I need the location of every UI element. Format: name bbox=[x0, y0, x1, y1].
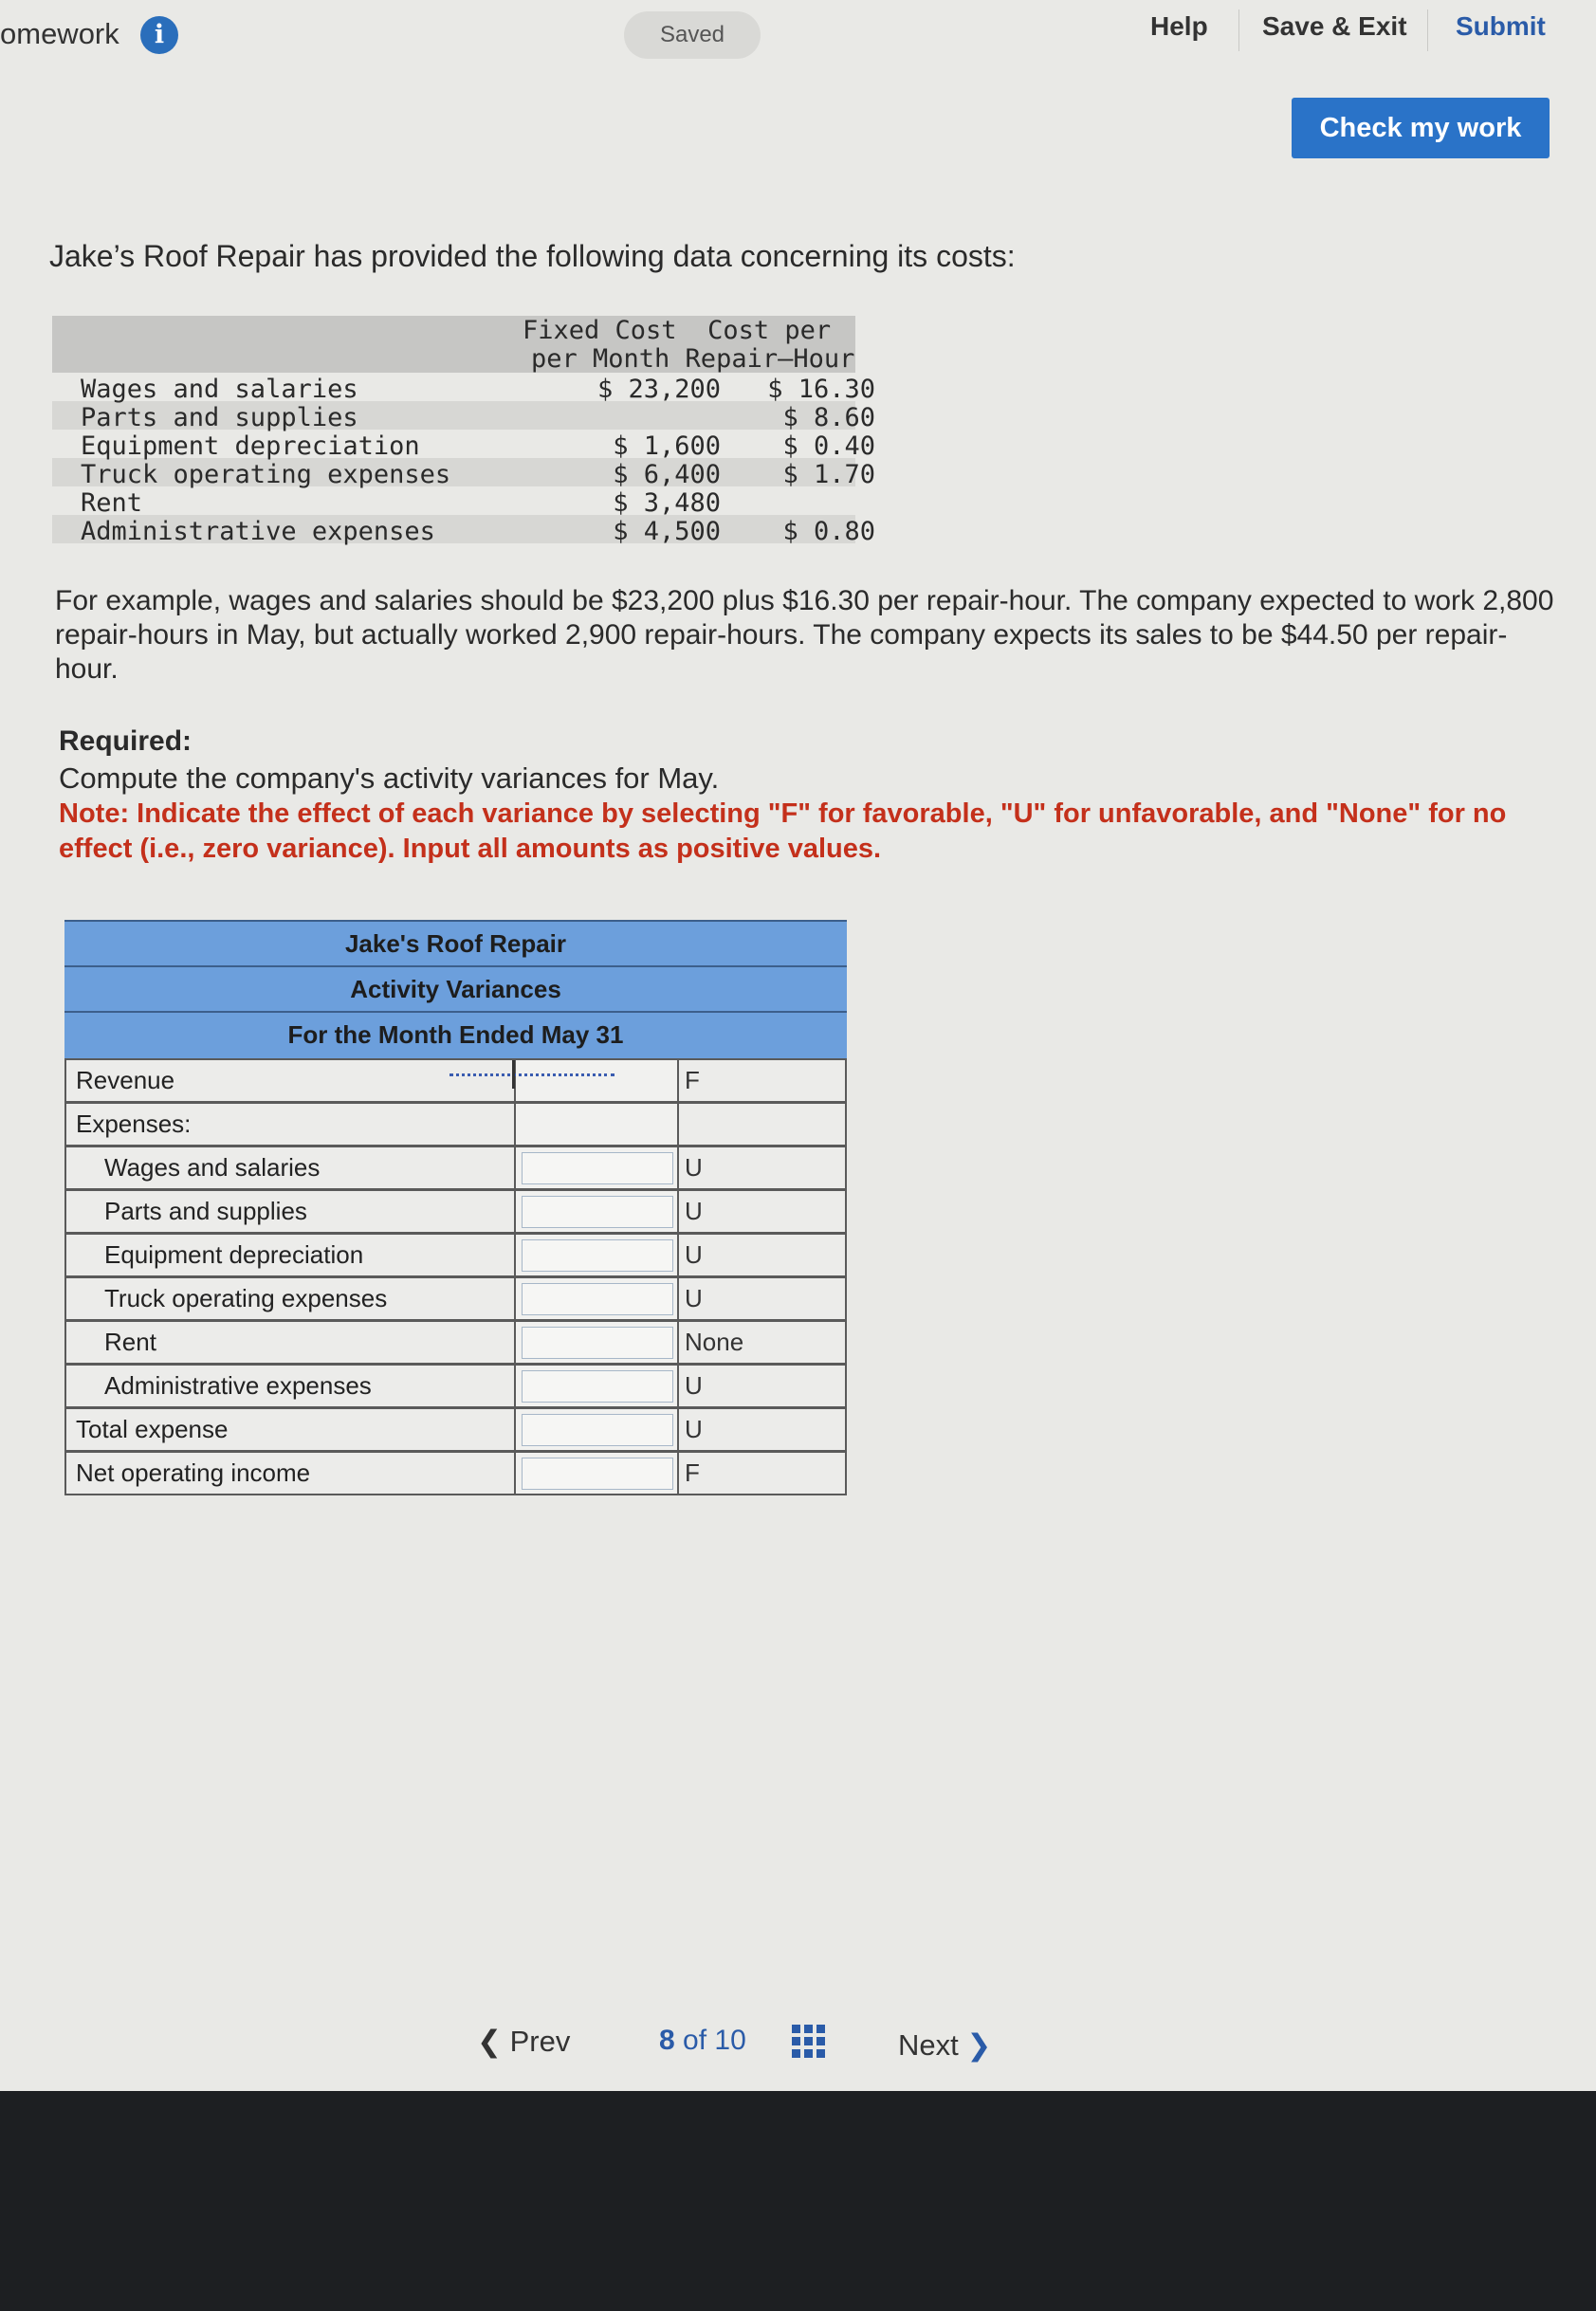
saved-status: Saved bbox=[624, 11, 761, 59]
amount-input[interactable] bbox=[514, 1276, 679, 1321]
instruction-note: Note: Indicate the effect of each variance by selecting "F" for favorable, "U" for unfavorable, and "None" for no effect (i.e., zero variance). Input all amounts as positive values. bbox=[59, 798, 1507, 864]
cost-row-fixed: $ 3,480 bbox=[613, 488, 721, 518]
input-box[interactable] bbox=[522, 1283, 673, 1315]
input-box[interactable] bbox=[522, 1196, 673, 1228]
effect-select[interactable]: F bbox=[677, 1451, 847, 1495]
table-row bbox=[64, 1233, 847, 1277]
pagination bbox=[0, 2025, 1596, 2082]
help-link[interactable]: Help bbox=[1150, 11, 1208, 41]
info-icon[interactable]: i bbox=[140, 16, 178, 54]
row-label: Total expense bbox=[64, 1407, 516, 1452]
input-box[interactable] bbox=[522, 1414, 673, 1446]
amount-input[interactable] bbox=[514, 1364, 679, 1408]
save-exit-link[interactable]: Save & Exit bbox=[1262, 11, 1407, 41]
row-label: Revenue bbox=[64, 1058, 516, 1103]
cost-row-fixed: $ 6,400 bbox=[613, 460, 721, 489]
effect-select[interactable]: U bbox=[677, 1189, 847, 1234]
row-label: Wages and salaries bbox=[64, 1146, 516, 1190]
chevron-left-icon: ❮ bbox=[477, 2025, 502, 2058]
row-label: Parts and supplies bbox=[64, 1189, 516, 1234]
cost-row-variable: $ 16.30 bbox=[767, 375, 875, 404]
amount-input[interactable] bbox=[514, 1451, 679, 1495]
required-title: Required: bbox=[59, 725, 193, 757]
table-row bbox=[64, 1320, 847, 1365]
amount-input[interactable] bbox=[514, 1407, 679, 1452]
divider bbox=[1427, 9, 1428, 51]
table-period: For the Month Ended May 31 bbox=[64, 1011, 847, 1058]
row-label: Rent bbox=[64, 1320, 516, 1365]
cost-header-line2: per Month Repair–Hour bbox=[531, 344, 855, 374]
cost-header-line1: Fixed Cost Cost per bbox=[523, 316, 832, 345]
effect-select[interactable]: U bbox=[677, 1407, 847, 1452]
effect-select[interactable]: None bbox=[677, 1320, 847, 1365]
table-row bbox=[64, 1364, 847, 1408]
focus-underline bbox=[449, 1073, 615, 1076]
cost-row-label: Rent bbox=[81, 488, 143, 518]
assignment-title: omework bbox=[0, 17, 119, 50]
effect-select[interactable]: U bbox=[677, 1233, 847, 1277]
next-label: Next bbox=[898, 2028, 959, 2062]
prev-label: Prev bbox=[509, 2025, 571, 2058]
amount-input[interactable] bbox=[514, 1146, 679, 1190]
cost-row-label: Parts and supplies bbox=[81, 403, 358, 432]
cost-row-fixed: $ 4,500 bbox=[613, 517, 721, 546]
effect-select[interactable]: F bbox=[677, 1058, 847, 1103]
next-button[interactable] bbox=[898, 2028, 991, 2063]
table-title: Jake's Roof Repair bbox=[64, 920, 847, 965]
divider bbox=[1238, 9, 1239, 51]
page-of-word: of bbox=[683, 2025, 707, 2056]
cost-row-fixed: $ 1,600 bbox=[613, 431, 721, 461]
total-pages: 10 bbox=[714, 2025, 746, 2056]
input-box[interactable] bbox=[522, 1370, 673, 1403]
effect-cell bbox=[677, 1102, 847, 1146]
text-cursor bbox=[512, 1060, 515, 1089]
cost-row-variable: $ 1.70 bbox=[782, 460, 875, 489]
effect-select[interactable]: U bbox=[677, 1364, 847, 1408]
effect-select[interactable]: U bbox=[677, 1146, 847, 1190]
cost-row-fixed: $ 23,200 bbox=[596, 375, 721, 404]
table-row bbox=[64, 1146, 847, 1190]
top-bar bbox=[0, 0, 1596, 76]
cost-row-label: Administrative expenses bbox=[81, 517, 435, 546]
amount-input[interactable] bbox=[514, 1320, 679, 1365]
amount-input[interactable] bbox=[514, 1189, 679, 1234]
input-box[interactable] bbox=[522, 1458, 673, 1490]
table-row bbox=[64, 1102, 847, 1146]
grid-icon[interactable] bbox=[792, 2025, 826, 2059]
check-my-work-button[interactable]: Check my work bbox=[1292, 98, 1550, 158]
submit-link[interactable]: Submit bbox=[1456, 11, 1546, 41]
effect-select[interactable]: U bbox=[677, 1276, 847, 1321]
problem-paragraph: For example, wages and salaries should be $23,200 plus $16.30 per repair-hour. The company expected to work 2,800 repair-hours in May, but actually worked 2,900 repair-hours. The company expects its sales to be $44.50 per repair-hour. bbox=[55, 585, 1554, 685]
row-label: Net operating income bbox=[64, 1451, 516, 1495]
cost-row-label: Equipment depreciation bbox=[81, 431, 420, 461]
table-row bbox=[64, 1189, 847, 1234]
amount-cell bbox=[514, 1102, 679, 1146]
cost-data-table bbox=[52, 316, 875, 551]
page-indicator[interactable] bbox=[659, 2025, 746, 2057]
row-label: Equipment depreciation bbox=[64, 1233, 516, 1277]
cost-row-variable: $ 8.60 bbox=[782, 403, 875, 432]
chevron-right-icon: ❯ bbox=[966, 2028, 992, 2062]
screen-bezel bbox=[0, 2091, 1596, 2311]
prev-button[interactable] bbox=[477, 2025, 570, 2059]
table-row bbox=[64, 1276, 847, 1321]
amount-input[interactable] bbox=[514, 1058, 679, 1103]
amount-input[interactable] bbox=[514, 1233, 679, 1277]
current-page: 8 bbox=[659, 2025, 675, 2056]
row-label: Truck operating expenses bbox=[64, 1276, 516, 1321]
row-label: Administrative expenses bbox=[64, 1364, 516, 1408]
row-label: Expenses: bbox=[64, 1102, 516, 1146]
required-text: Compute the company's activity variances for May. bbox=[59, 761, 720, 795]
input-box[interactable] bbox=[522, 1327, 673, 1359]
input-box[interactable] bbox=[522, 1239, 673, 1272]
table-subtitle: Activity Variances bbox=[64, 965, 847, 1011]
table-row bbox=[64, 1451, 847, 1495]
table-row bbox=[64, 1407, 847, 1452]
table-row bbox=[64, 1058, 847, 1103]
input-box[interactable] bbox=[522, 1152, 673, 1184]
cost-row-label: Wages and salaries bbox=[81, 375, 358, 404]
cost-row-label: Truck operating expenses bbox=[81, 460, 451, 489]
problem-intro: Jake’s Roof Repair has provided the following data concerning its costs: bbox=[49, 239, 1016, 273]
cost-row-variable: $ 0.40 bbox=[782, 431, 875, 461]
cost-row-variable: $ 0.80 bbox=[782, 517, 875, 546]
